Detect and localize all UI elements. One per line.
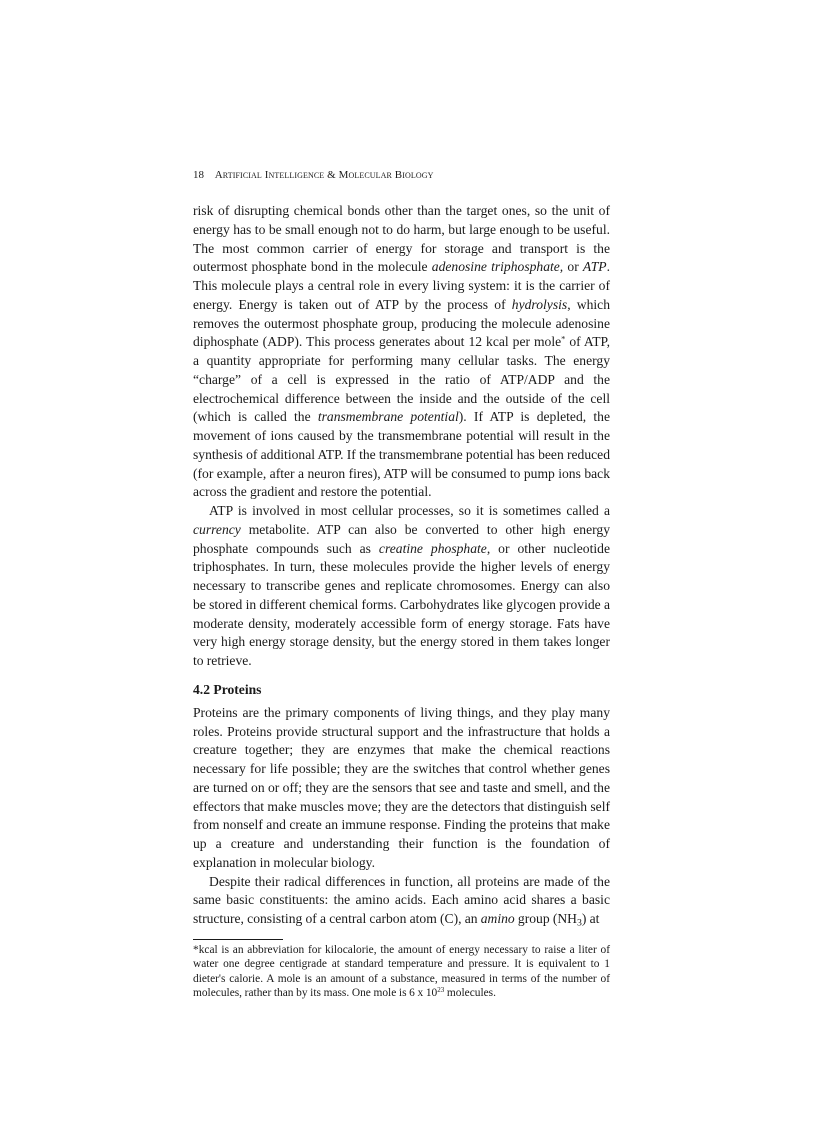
text-run: risk of disrupting chemical bonds other than the target ones, so the unit of energy has to be small enough not to do harm, but large enough to be useful. The most common carrier of energy for storage and transport is the outermost phosphate bond in the molecule [193, 203, 610, 275]
term-currency: currency [193, 521, 241, 537]
exponent-23: 23 [437, 986, 445, 995]
paragraph-proteins-roles: Proteins are the primary components of living things, and they play many roles. Proteins provide structural support and the infrastructure that holds a creature together; they are enzymes that make the chemical reactions necessary for life possible; they are the switches that control whether genes are turned on or off; they are the sensors that see and taste and smell, and the effectors that make muscles move; they are the detectors that distinguish self from nonself and create an immune response. Finding the proteins that make up a creature and understanding their function is the foundation of explanation in molecular biology. [193, 704, 610, 870]
paragraph-atp-currency [193, 502, 610, 671]
term-creatine-phosphate: creatine phosphate [378, 540, 487, 556]
paragraph-amino-acids [193, 873, 610, 929]
text-run: *kcal is an abbreviation for kilocalorie, the amount of energy necessary to raise a liter of water one degree centigrade at standard temperature and pressure. It is equivalent to 1 dieter's calorie. A mole is an amount of a substance, measured in terms of the number of molecules, rather than by its mass. One mole is 6 x 10 [193, 943, 610, 999]
text-run: ) at [581, 911, 600, 926]
section-heading-proteins: 4.2 Proteins [193, 681, 262, 697]
text-run: metabolite. ATP can also be converted to other high energy phosphate compounds such as [193, 521, 610, 556]
text-run: of ATP, a quantity appropriate for performing many cellular tasks. The energy “charge” of a cell is expressed in the ratio of ATP/ADP and the electrochemical difference between the inside and the outside of the cell (which is called the [193, 334, 610, 425]
term-transmembrane-potential: transmembrane potential [317, 409, 459, 425]
text-run: . This molecule plays a central role in every living system: it is the carrier of energy. Energy is taken out of ATP by the process of [193, 259, 610, 312]
subscript-3: 3 [577, 917, 582, 929]
footnote-kcal [193, 943, 610, 1001]
text-run: group (NH [514, 911, 577, 926]
footnote-marker: * [561, 333, 566, 344]
paragraph-atp-energy [193, 202, 610, 502]
text-run: or [563, 259, 583, 275]
footnote-divider [193, 939, 283, 940]
page-number: 18 [193, 169, 204, 181]
term-amino: amino [480, 911, 515, 926]
running-header [193, 168, 610, 182]
text-run: Despite their radical differences in function, all proteins are made of the same basic constituents: the amino acids. Each amino acid shares a basic structure, consisting of a central carbon atom (C), an [193, 873, 610, 926]
text-run: , which removes the outermost phosphate group, producing the molecule adenosine diphosphate (ADP). This process generates about 12 kcal per mole [193, 296, 610, 350]
term-hydrolysis: hydrolysis [511, 296, 568, 312]
text-run: molecules. [444, 986, 496, 999]
term-adenosine-triphosphate: adenosine triphosphate, [431, 259, 564, 275]
term-atp: ATP [582, 259, 607, 275]
text-run: , or other nucleotide triphosphates. In turn, these molecules provide the higher levels of energy necessary to transcribe genes and replicate chromosomes. Energy can also be stored in different chemical forms. Carbohydrates like glycogen provide a moderate density, moderately accessible form of energy storage. Fats have very high energy storage density, but the energy stored in them takes longer to retrieve. [193, 540, 610, 668]
book-page [193, 168, 610, 1000]
running-title: Artificial Intelligence & Molecular Biology [214, 169, 434, 181]
text-run: ATP is involved in most cellular processes, so it is sometimes called a [209, 503, 610, 518]
text-run: ). If ATP is depleted, the movement of ions caused by the transmembrane potential will result in the synthesis of additional ATP. If the transmembrane potential has been reduced (for example, after a neuron fires), ATP will be consumed to pump ions back across the gradient and restore the potential. [193, 409, 610, 500]
